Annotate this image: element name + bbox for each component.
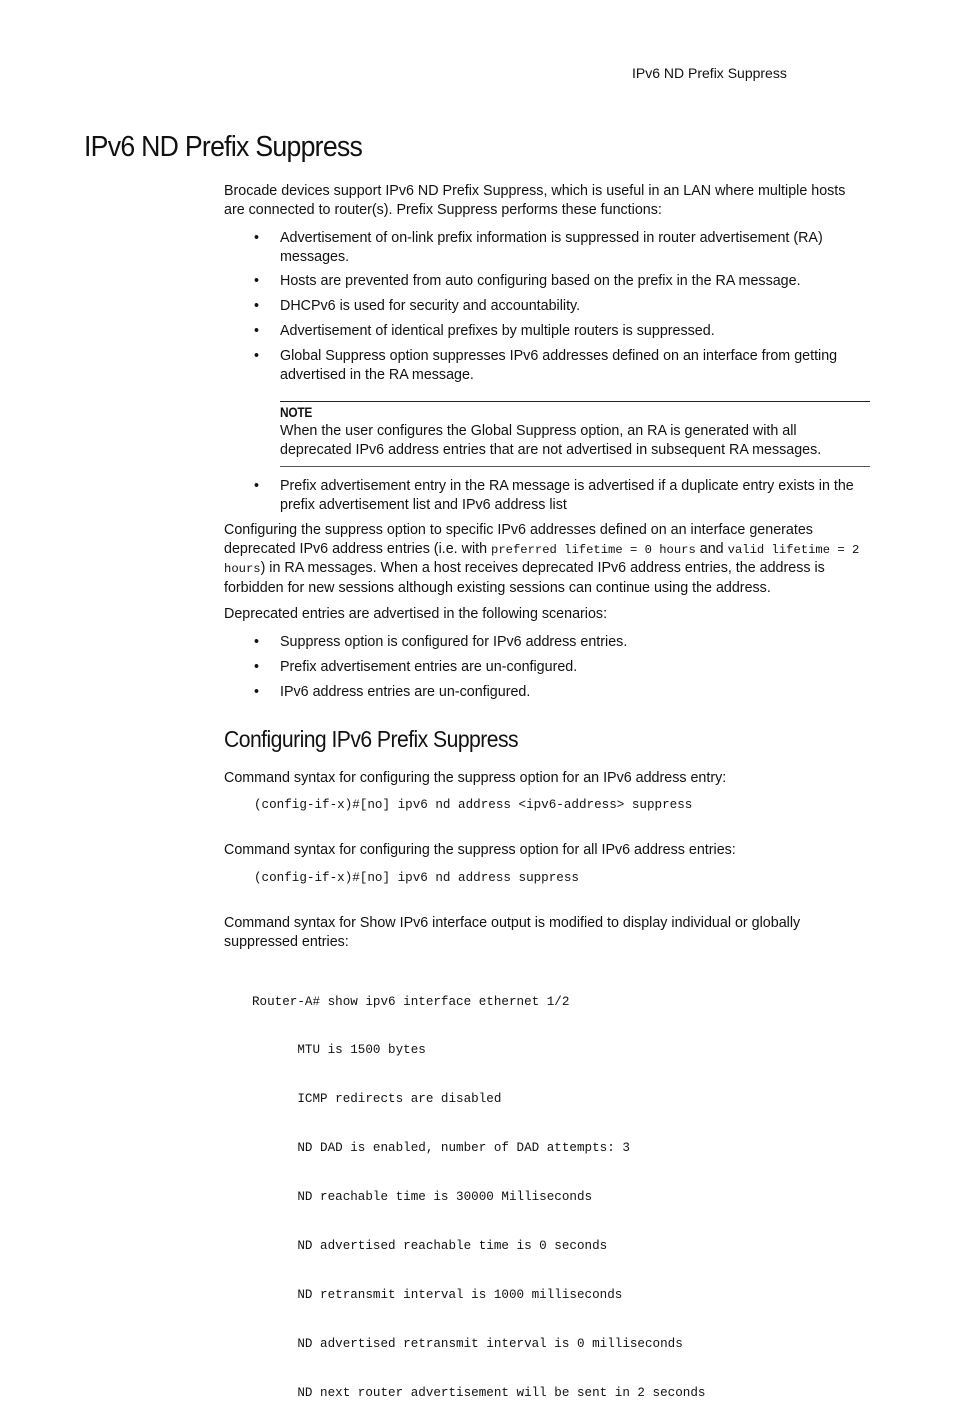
cmd2-intro: Command syntax for configuring the suppress option for all IPv6 address entries: [224,842,736,858]
list-item: • Hosts are prevented from auto configuring based on the prefix in the RA message. [254,273,801,289]
list-item: • Advertisement of identical prefixes by multiple routers is suppressed. [254,323,715,339]
list-item: • Advertisement of on-link prefix information is suppressed in router advertisement (RA) messages. [254,230,823,265]
code-line: ND reachable time is 30000 Milliseconds [252,1190,593,1205]
code-line: ND retransmit interval is 1000 milliseconds [252,1287,623,1302]
section-title: Configuring IPv6 Prefix Suppress [224,726,519,752]
code-block: (config-if-x)#[no] ipv6 nd address suppress [254,871,579,885]
note-label: NOTE [280,404,313,420]
cmd3-intro: Command syntax for Show IPv6 interface output is modified to display individual or globally suppressed entries: [224,915,801,950]
code-line: ICMP redirects are disabled [252,1092,502,1107]
code-line: ND advertised retransmit interval is 0 milliseconds [252,1336,683,1351]
note-box [280,401,870,467]
running-header: IPv6 ND Prefix Suppress [632,65,787,81]
note-text: When the user configures the Global Suppress option, an RA is generated with all deprecated IPv6 address entries that are not advertised in subsequent RA messages. [280,423,822,458]
code-block-show-output [252,961,705,1417]
configuring-paragraph: Configuring the suppress option to specific IPv6 addresses defined on an interface generates deprecated IPv6 address entries (i.e. with preferred lifetime = 0 hours and valid lifetime = 2 hours) in RA messages. When a host receives deprecated IPv6 address entries, the address is forbidden for new sessions although existing sessions can continue using the address. [224,522,860,596]
list-item: • Prefix advertisement entries are un-configured. [254,659,578,675]
code-line: ND DAD is enabled, number of DAD attempts: 3 [252,1141,630,1156]
code-line: ND next router advertisement will be sent in 2 seconds [252,1385,706,1400]
list-item: • IPv6 address entries are un-configured. [254,684,531,700]
list-item: • Suppress option is configured for IPv6 address entries. [254,634,628,650]
scenarios-intro: Deprecated entries are advertised in the following scenarios: [224,606,608,622]
page-title: IPv6 ND Prefix Suppress [84,131,363,163]
list-item: • Prefix advertisement entry in the RA message is advertised if a duplicate entry exists in the prefix advertisement list and IPv6 address list [254,478,854,513]
code-line: ND advertised reachable time is 0 seconds [252,1239,608,1254]
code-block: (config-if-x)#[no] ipv6 nd address <ipv6-address> suppress [254,798,693,812]
code-line: Router-A# show ipv6 interface ethernet 1/2 [252,994,570,1009]
inline-code: valid lifetime = 2 hours [224,542,860,576]
intro-paragraph: Brocade devices support IPv6 ND Prefix Suppress, which is useful in an LAN where multiple hosts are connected to router(s). Prefix Suppress performs these functions: [224,183,846,218]
list-item: • DHCPv6 is used for security and accountability. [254,298,581,314]
list-item: • Global Suppress option suppresses IPv6 addresses defined on an interface from getting advertised in the RA message. [254,348,838,383]
code-line: MTU is 1500 bytes [252,1043,426,1058]
cmd1-intro: Command syntax for configuring the suppress option for an IPv6 address entry: [224,770,727,786]
inline-code: preferred lifetime = 0 hours [491,542,696,557]
